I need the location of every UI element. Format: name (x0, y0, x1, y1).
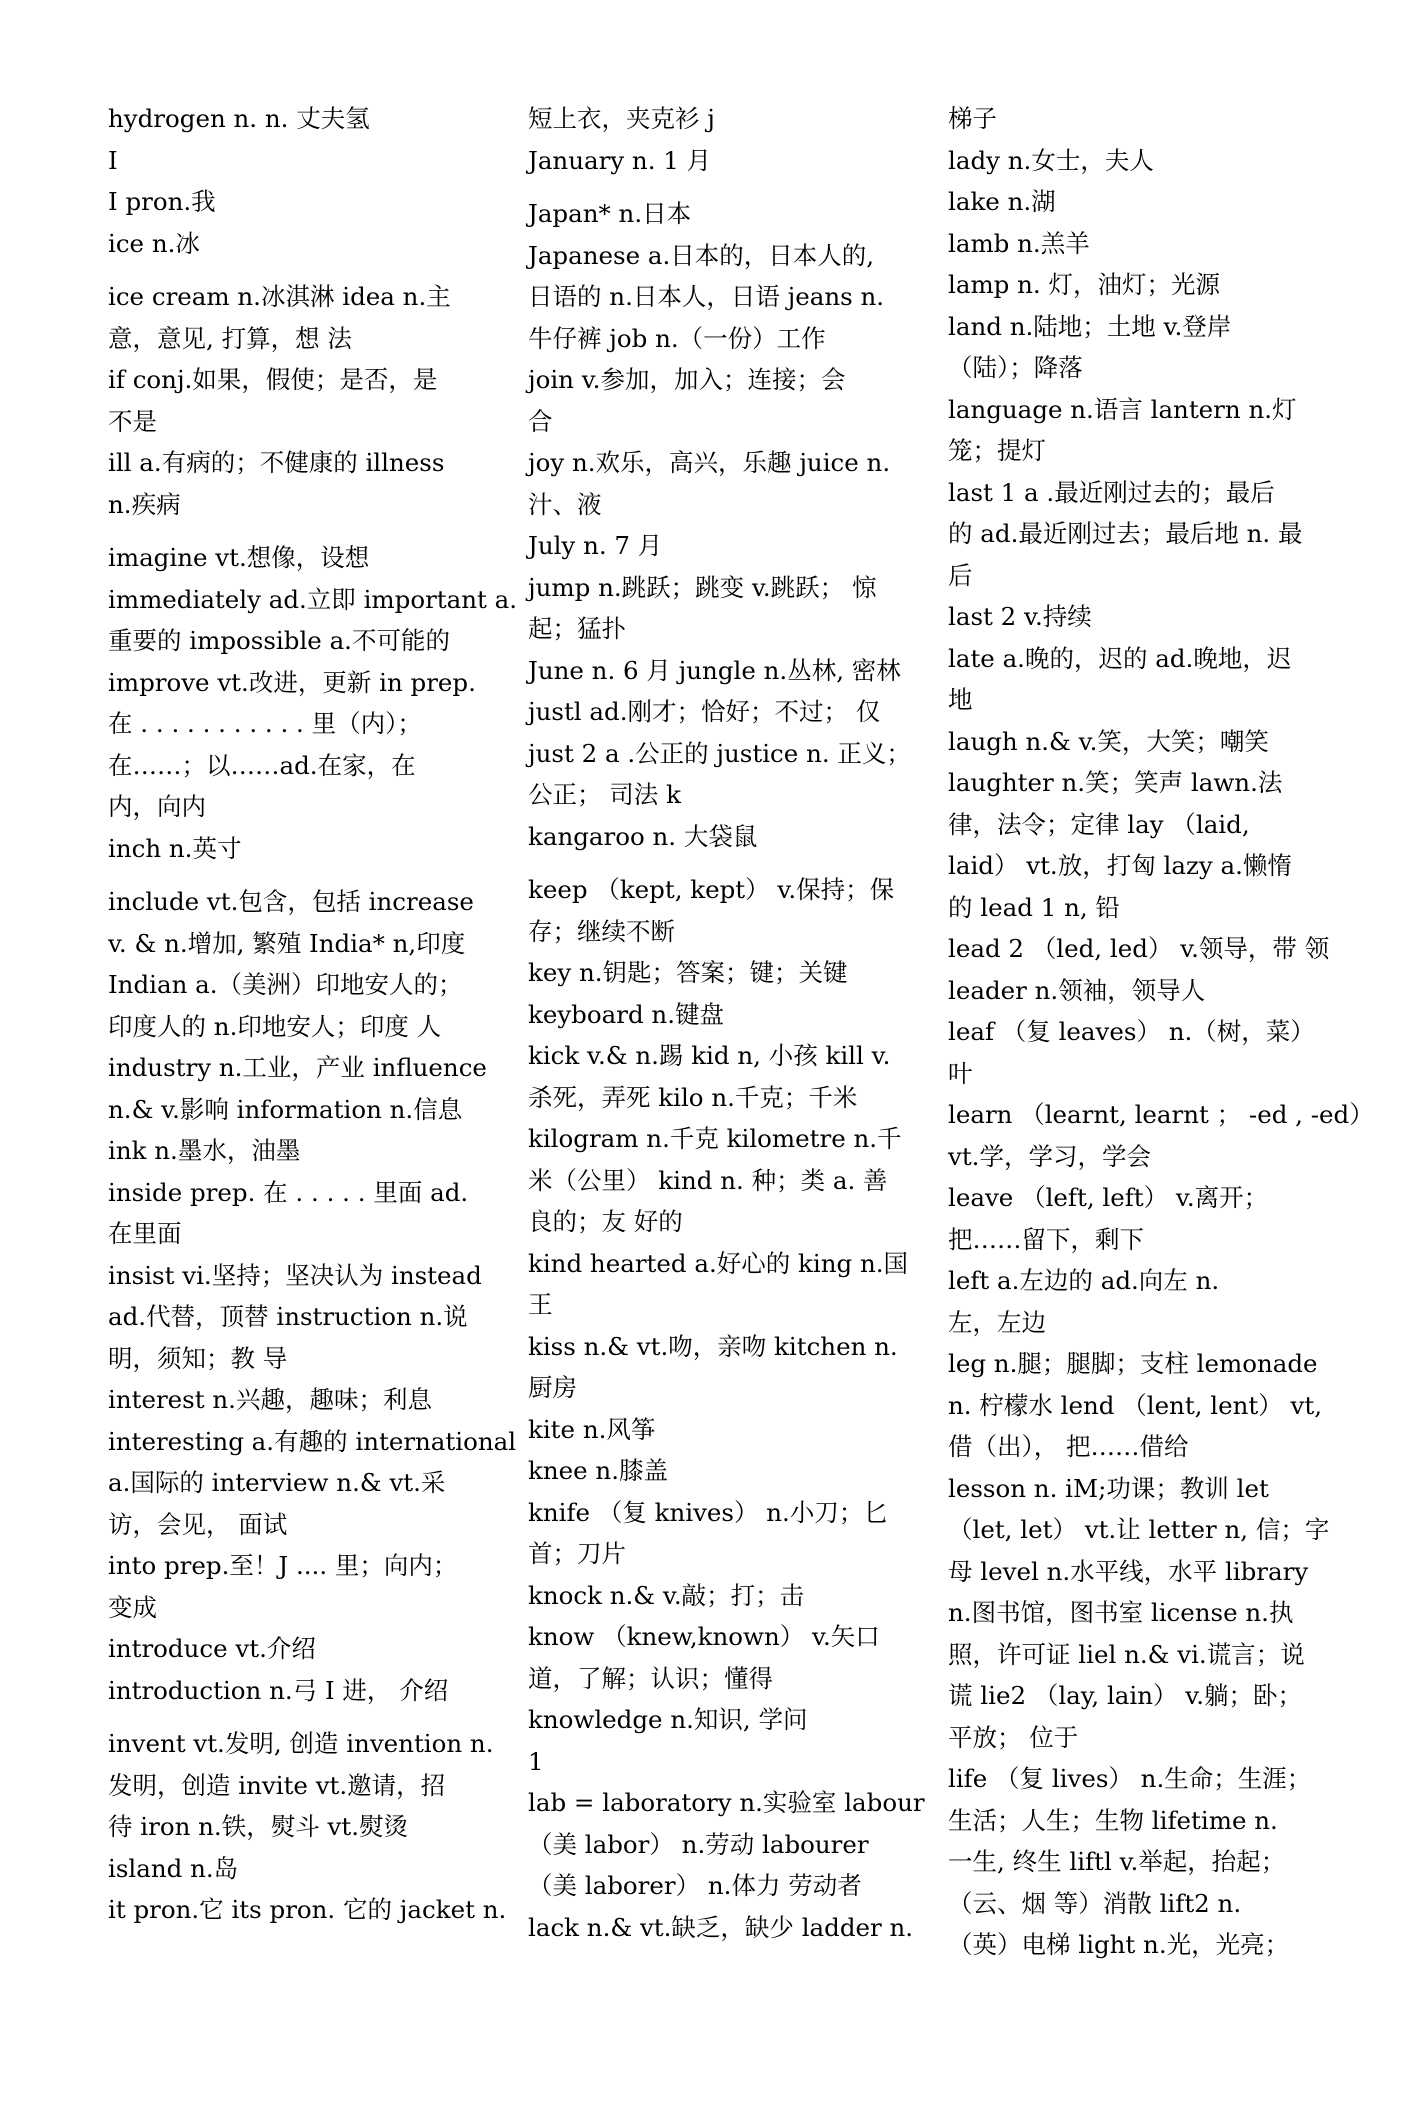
vocab-line: January n. 1 月 (528, 145, 712, 175)
vocab-line: inch n.英寸 (108, 833, 242, 863)
vocab-line: kangaroo n. 大袋鼠 (528, 821, 758, 851)
vocab-line: joy n.欢乐，高兴，乐趣 juice n. (528, 448, 891, 477)
vocab-line: hydrogen n. n. 丈夫氢 (108, 104, 370, 133)
vocab-line: 一生, 终生 liftl v.举起，抬起； (948, 1847, 1286, 1876)
vocab-line: 在……；以……ad.在家，在 (108, 750, 416, 780)
vocab-line: 在 . . . . . . . . . . . 里（内）； (108, 709, 422, 738)
vocab-line: ad.代替，顶替 instruction n.说 (108, 1302, 468, 1331)
vocab-line: ice cream n.冰淇淋 idea n.主 (108, 282, 451, 311)
vocab-line: kind hearted a.好心的 king n.国 (528, 1248, 909, 1278)
vocab-line: know （knew,known） v.矢口 (528, 1622, 880, 1651)
vocab-line: June n. 6 月 jungle n.丛林, 密林 (528, 655, 901, 685)
vocab-line: leader n.领袖，领导人 (948, 975, 1206, 1005)
vocab-line: 在里面 (108, 1219, 182, 1248)
vocab-line: into prep.至！J .... 里；向内； (108, 1551, 458, 1580)
vocab-line: 首；刀片 (528, 1539, 626, 1568)
vocab-line: 把……留下，剩下 (948, 1224, 1144, 1254)
vocab-line: late a.晚的，迟的 ad.晚地，迟 (948, 643, 1292, 673)
vocab-line: 叶 (948, 1058, 973, 1088)
vocab-line: 存；继续不断 (528, 916, 675, 946)
vocab-line: n. 柠檬水 lend （lent, lent） vt, (948, 1390, 1322, 1420)
column-2 (528, 98, 925, 1948)
vocab-line: Indian a.（美洲）印地安人的； (108, 970, 463, 999)
vocab-line: 访，会见， 面试 (108, 1509, 288, 1539)
vocab-line: ice n.冰 (108, 228, 200, 258)
vocab-line: 米（公里） kind n. 种；类 a. 善 (528, 1165, 888, 1195)
vocab-line: 笼；提灯 (948, 436, 1046, 465)
vocab-line: insist vi.坚持；坚决认为 instead (108, 1260, 482, 1290)
vocab-line: just 2 a .公正的 justice n. 正义； (528, 738, 911, 768)
vocab-line: 1 (528, 1746, 544, 1776)
vocab-line: laid） vt.放，打匈 lazy a.懒惰 (948, 851, 1292, 880)
vocab-line: 道，了解；认识；懂得 (528, 1663, 773, 1693)
vocab-line: 的 lead 1 n, 铅 (948, 892, 1120, 922)
vocab-line: vt.学，学习，学会 (948, 1141, 1151, 1171)
vocab-line: lamb n.羔羊 (948, 228, 1090, 258)
vocab-line: kite n.风筝 (528, 1414, 656, 1444)
vocab-line: v. & n.增加, 繁殖 India* n,印度 (108, 928, 466, 958)
vocab-line: （陆）；降落 (948, 353, 1083, 382)
vocab-line: lady n.女士，夫人 (948, 145, 1154, 175)
vocab-line: leave （left, left） v.离开； (948, 1183, 1269, 1212)
paragraph-gap (108, 525, 486, 537)
vocab-line: knowledge n.知识, 学问 (528, 1705, 808, 1734)
vocab-line: 左，左边 (948, 1307, 1046, 1337)
vocab-line: 公正； 司法 k (528, 780, 681, 809)
vocab-line: join v.参加，加入；连接；会 (528, 365, 846, 394)
vocab-line: life （复 lives） n.生命；生涯； (948, 1764, 1312, 1793)
vocab-line: 厨房 (528, 1373, 577, 1402)
vocab-line: July n. 7 月 (528, 531, 663, 560)
vocab-line: left a.左边的 ad.向左 n. (948, 1266, 1220, 1295)
vocab-line: ill a.有病的；不健康的 illness (108, 448, 445, 477)
vocab-line: I pron.我 (108, 187, 216, 216)
vocab-line: interest n.兴趣，趣味；利息 (108, 1385, 432, 1414)
vocab-line: interesting a.有趣的 international (108, 1426, 517, 1456)
vocab-line: lamp n. 灯，油灯；光源 (948, 270, 1220, 299)
vocab-line: 变成 (108, 1592, 157, 1622)
vocab-line: lesson n. iM;功课；教训 let (948, 1473, 1269, 1503)
vocab-line: 印度人的 n.印地安人；印度 人 (108, 1011, 442, 1041)
vocab-line: jump n.跳跃；跳变 v.跳跃； 惊 (528, 572, 877, 602)
vocab-line: 王 (528, 1290, 553, 1319)
vocab-line: 明，须知；教 导 (108, 1343, 288, 1373)
vocab-line: 日语的 n.日本人，日语 jeans n. (528, 282, 885, 311)
vocab-line: keyboard n.键盘 (528, 999, 724, 1029)
vocab-line: 良的；友 好的 (528, 1207, 683, 1236)
paragraph-gap (528, 857, 906, 869)
vocab-line: immediately ad.立即 important a. (108, 584, 518, 614)
vocab-line: laugh n.& v.笑，大笑；嘲笑 (948, 726, 1269, 756)
vocab-line: lab = laboratory n.实验室 labour (528, 1788, 925, 1817)
vocab-line: kilogram n.千克 kilometre n.千 (528, 1124, 902, 1153)
vocab-line: 照，许可证 liel n.& vi.谎言；说 (948, 1639, 1305, 1669)
vocab-line: imagine vt.想像，设想 (108, 543, 370, 572)
vocab-line: land n.陆地；土地 v.登岸 (948, 311, 1232, 341)
column-1 (108, 98, 518, 1931)
vocab-line: 合 (528, 406, 553, 436)
vocab-line: 意，意见, 打算，想 法 (108, 323, 352, 353)
vocab-line: if conj.如果，假使；是否，是 (108, 365, 438, 394)
column-3 (948, 98, 1374, 1966)
vocab-line: key n.钥匙；答案；键；关键 (528, 958, 848, 987)
vocab-line: laughter n.笑；笑声 lawn.法 (948, 768, 1283, 797)
vocab-line: （美 laborer） n.体力 劳动者 (528, 1871, 862, 1900)
vocab-line: industry n.工业，产业 influence (108, 1053, 487, 1082)
vocab-line: 律，法令；定律 lay （laid, (948, 809, 1250, 839)
vocab-line: invent vt.发明, 创造 invention n. (108, 1729, 494, 1758)
vocab-line: 地 (948, 685, 973, 714)
vocab-line: a.国际的 interview n.& vt.采 (108, 1468, 446, 1497)
vocab-line: 母 level n.水平线，水平 library (948, 1556, 1309, 1586)
vocab-line: n.& v.影响 information n.信息 (108, 1094, 463, 1124)
vocab-line: learn （learnt, learnt ； -ed , -ed） (948, 1100, 1374, 1129)
vocab-line: improve vt.改进，更新 in prep. (108, 667, 476, 697)
vocab-line: I (108, 145, 118, 175)
vocab-line: ink n.墨水，油墨 (108, 1136, 301, 1165)
vocab-line: knee n.膝盖 (528, 1456, 668, 1485)
vocab-line: introduce vt.介绍 (108, 1634, 316, 1663)
vocab-line: 短上衣，夹克衫 j (528, 104, 715, 133)
vocab-line: Japanese a.日本的，日本人的, (528, 240, 875, 270)
vocab-line: 不是 (108, 406, 157, 436)
vocab-line: lake n.湖 (948, 187, 1056, 216)
vocab-line: leg n.腿；腿脚；支柱 lemonade (948, 1349, 1318, 1378)
vocab-line: 重要的 impossible a.不可能的 (108, 626, 450, 655)
vocab-line: knock n.& v.敲；打；击 (528, 1580, 805, 1610)
vocab-line: inside prep. 在 . . . . . 里面 ad. (108, 1177, 469, 1207)
paragraph-gap (528, 181, 906, 193)
vocab-line: （美 labor） n.劳动 labourer (528, 1829, 869, 1859)
vocab-line: 发明，创造 invite vt.邀请，招 (108, 1770, 446, 1800)
vocab-line: （英）电梯 light n.光，光亮； (948, 1930, 1290, 1959)
vocab-line: 借（出）， 把……借给 (948, 1432, 1189, 1461)
vocab-line: leaf （复 leaves） n.（树，菜） (948, 1017, 1315, 1046)
vocab-line: 平放； 位于 (948, 1722, 1079, 1752)
vocab-line: 后 (948, 560, 973, 590)
vocab-line: 生活；人生；生物 lifetime n. (948, 1805, 1278, 1835)
vocab-line: island n.岛 (108, 1853, 239, 1883)
vocab-line: （云、烟 等）消散 lift2 n. (948, 1888, 1242, 1918)
paragraph-gap (108, 1711, 486, 1723)
vocab-line: n.疾病 (108, 489, 181, 519)
vocab-line: 内，向内 (108, 792, 206, 821)
vocab-line: 杀死，弄死 kilo n.千克；千米 (528, 1082, 858, 1112)
vocab-line: 的 ad.最近刚过去；最后地 n. 最 (948, 519, 1303, 548)
vocab-line: （let, let） vt.让 letter n, 信；字 (948, 1515, 1330, 1544)
vocab-line: keep （kept, kept） v.保持；保 (528, 875, 895, 904)
vocab-line: 梯子 (948, 104, 997, 133)
vocab-line: 起；猛扑 (528, 614, 626, 643)
vocab-line: include vt.包含，包括 increase (108, 887, 474, 916)
vocab-line: n.图书馆，图书室 license n.执 (948, 1598, 1294, 1627)
vocab-line: kiss n.& vt.吻，亲吻 kitchen n. (528, 1331, 898, 1361)
vocab-line: 汁、液 (528, 489, 602, 519)
vocab-line: Japan* n.日本 (528, 199, 692, 228)
vocab-line: lead 2 （led, led） v.领导，带 领 (948, 934, 1330, 963)
paragraph-gap (108, 869, 486, 881)
vocab-line: 待 iron n.铁，熨斗 vt.熨烫 (108, 1812, 408, 1841)
vocab-line: 牛仔裤 job n.（一份）工作 (528, 323, 826, 353)
vocab-line: language n.语言 lantern n.灯 (948, 394, 1297, 424)
vocab-line: last 1 a .最近刚过去的；最后 (948, 477, 1275, 507)
vocab-line: lack n.& vt.缺乏，缺少 ladder n. (528, 1912, 914, 1942)
vocab-line: 谎 lie2 （lay, lain） v.躺；卧； (948, 1681, 1303, 1710)
vocab-line: kick v.& n.踢 kid n, 小孩 kill v. (528, 1041, 891, 1070)
vocab-line: justl ad.刚才；恰好；不过； 仅 (528, 697, 881, 726)
vocab-line: it pron.它 its pron. 它的 jacket n. (108, 1895, 507, 1924)
vocab-line: introduction n.弓 I 进， 介绍 (108, 1675, 449, 1705)
vocab-line: knife （复 knives） n.小刀；匕 (528, 1497, 888, 1527)
vocab-line: last 2 v.持续 (948, 602, 1092, 631)
paragraph-gap (108, 264, 486, 276)
